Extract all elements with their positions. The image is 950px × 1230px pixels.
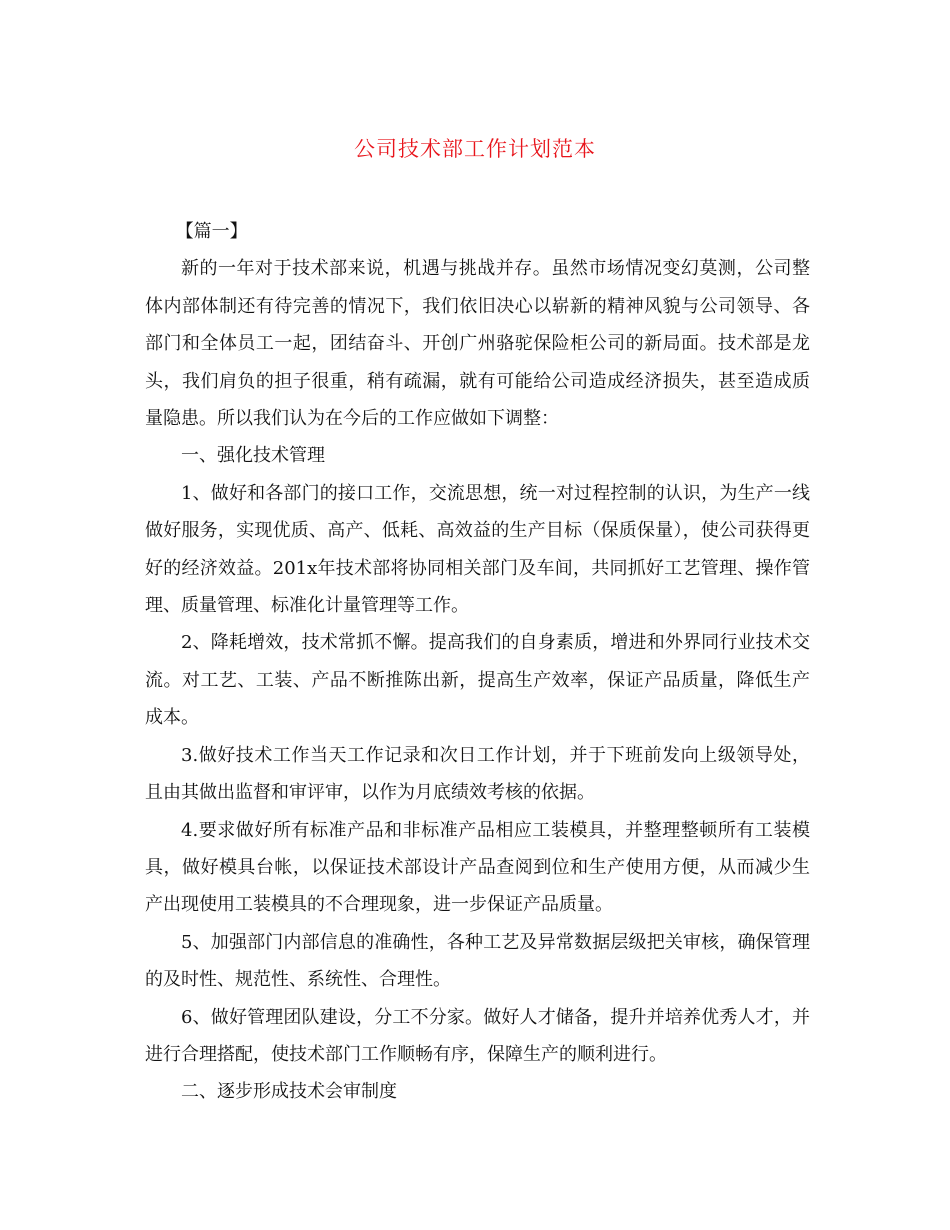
paragraph-item-1: 1、做好和各部门的接口工作，交流思想，统一对过程控制的认识，为生产一线做好服务，实现优质、高产、低耗、高效益的生产目标（保质保量），使公司获得更好的经济效益。201x年技术部将协同相关部门及车间，共同抓好工艺管理、操作管理、质量管理、标准化计量管理等工作。	[145, 482, 810, 617]
paragraph-item-6: 6、做好管理团队建设，分工不分家。做好人才储备，提升并培养优秀人才，并进行合理搭配，使技术部门工作顺畅有序，保障生产的顺利进行。	[145, 1006, 810, 1065]
section-marker: 【篇一】	[175, 221, 248, 242]
paragraph-intro: 新的一年对于技术部来说，机遇与挑战并存。虽然市场情况变幻莫测，公司整体内部体制还有待完善的情况下，我们依旧决心以崭新的精神风貌与公司领导、各部门和全体员工一起，团结奋斗、开创广州骆驼保险柜公司的新局面。技术部是龙头，我们肩负的担子很重，稍有疏漏，就有可能给公司造成经济损失，甚至造成质量隐患。所以我们认为在今后的工作应做如下调整：	[145, 258, 810, 430]
heading-technical-review-system: 二、逐步形成技术会审制度	[181, 1081, 397, 1103]
paragraph-item-5: 5、加强部门内部信息的准确性，各种工艺及异常数据层级把关审核，确保管理的及时性、规范性、系统性、合理性。	[145, 931, 810, 991]
document-title: 公司技术部工作计划范本	[354, 137, 596, 161]
paragraph-item-2: 2、降耗增效，技术常抓不懈。提高我们的自身素质，增进和外界同行业技术交流。对工艺、工装、产品不断推陈出新，提高生产效率，保证产品质量，降低生产成本。	[145, 632, 810, 729]
paragraph-item-4: 4.要求做好所有标准产品和非标准产品相应工装模具，并整理整顿所有工装模具，做好模具台帐，以保证技术部设计产品查阅到位和生产使用方便，从而减少生产出现使用工装模具的不合理现象，进一步保证产品质量。	[145, 819, 810, 916]
paragraph-item-3: 3.做好技术工作当天工作记录和次日工作计划，并于下班前发向上级领导处，且由其做出监督和审评审，以作为月底绩效考核的依据。	[145, 744, 810, 804]
document-body	[145, 213, 810, 1111]
heading-strengthen-technical-management: 一、强化技术管理	[181, 445, 325, 467]
